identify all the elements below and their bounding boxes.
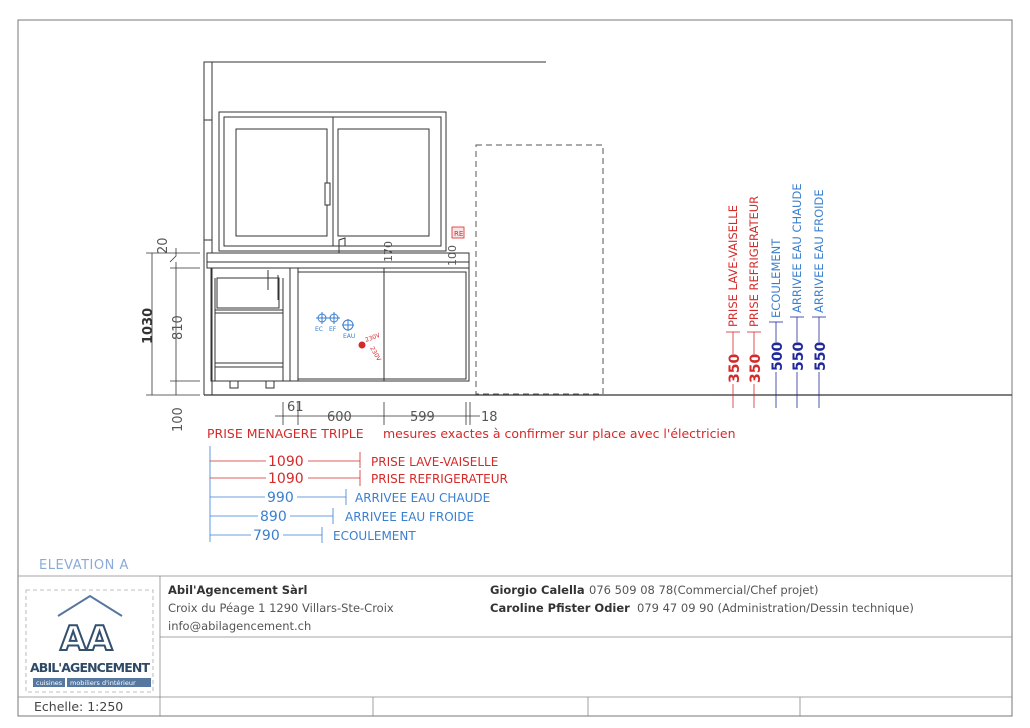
- hdim-0-value: 1090: [268, 454, 304, 470]
- vdim-0-label: PRISE LAVE-VAISELLE: [726, 205, 740, 327]
- hdim-1-label: PRISE REFRIGERATEUR: [371, 472, 508, 486]
- hdim-1-value: 1090: [268, 471, 304, 487]
- company-name: Abil'Agencement Sàrl: [168, 583, 308, 597]
- note-text: mesures exactes à confirmer sur place avec l'électricien: [383, 426, 736, 441]
- hdim-3-value: 890: [260, 509, 287, 525]
- socket-230b-label: 230V: [368, 345, 383, 363]
- kitchen-units: [207, 238, 469, 388]
- dim-61: 61: [287, 400, 304, 415]
- dim-100-right: 100: [446, 245, 459, 266]
- vdim-1-value: 350: [748, 353, 764, 383]
- hdim-2-label: ARRIVEE EAU CHAUDE: [355, 491, 491, 505]
- ec-label: EC: [315, 326, 323, 333]
- contact2-info: 079 47 09 90 (Administration/Dessin technique): [637, 601, 914, 615]
- dim-20: 20: [156, 237, 171, 254]
- elevation-label: ELEVATION A: [39, 558, 129, 573]
- dim-810: 810: [171, 315, 186, 340]
- scale-label: Echelle: 1:250: [34, 699, 124, 714]
- logo-name: ABIL'AGENCEMENT: [30, 660, 150, 675]
- hdim-0-label: PRISE LAVE-VAISELLE: [371, 455, 499, 469]
- vdim-4-value: 550: [813, 341, 829, 371]
- fridge-socket-tag: RE: [454, 230, 464, 238]
- vdim-1-label: PRISE REFRIGERATEUR: [747, 195, 761, 327]
- hdim-3-label: ARRIVEE EAU FROIDE: [345, 510, 475, 524]
- hdim-4-value: 790: [253, 528, 280, 544]
- dim-100-left: 100: [171, 407, 186, 432]
- title-block-grid: [18, 576, 1012, 716]
- vdim-0-value: 350: [727, 353, 743, 383]
- wall-window: [204, 62, 1012, 395]
- width-dimensions: [275, 402, 480, 425]
- contact1-name: Giorgio Calella: [490, 583, 585, 597]
- contact2-name: Caroline Pfister Odier: [490, 601, 630, 615]
- note-title: PRISE MENAGERE TRIPLE: [207, 426, 364, 441]
- vdim-4-label: ARRIVEE EAU FROIDE: [812, 189, 826, 313]
- fridge-outline: [476, 145, 603, 394]
- contact1-info: 076 509 08 78(Commercial/Chef projet): [589, 583, 819, 597]
- dim-600: 600: [327, 410, 352, 425]
- company-email: info@abilagencement.ch: [168, 619, 312, 633]
- company-logo: [30, 596, 151, 687]
- dim-599: 599: [410, 410, 435, 425]
- dim-170: 170: [382, 241, 395, 262]
- vdim-3-label: ARRIVEE EAU CHAUDE: [790, 183, 804, 313]
- dim-1030: 1030: [141, 307, 156, 344]
- hdim-2-value: 990: [267, 490, 294, 506]
- eau-label: EAU: [343, 333, 356, 340]
- logo-tag2: mobiliers d'intérieur: [70, 679, 136, 687]
- logo-mark: AA: [60, 619, 113, 659]
- socket-icon: [359, 342, 366, 349]
- vdim-2-label: ECOULEMENT: [769, 238, 783, 318]
- dim-18: 18: [481, 410, 498, 425]
- vdim-3-value: 550: [791, 341, 807, 371]
- hdim-4-label: ECOULEMENT: [333, 529, 416, 543]
- logo-tag1: cuisines: [36, 679, 63, 687]
- vdim-2-value: 500: [770, 341, 786, 371]
- ef-label: EF: [329, 326, 337, 333]
- company-address: Croix du Péage 1 1290 Villars-Ste-Croix: [168, 601, 394, 615]
- socket-230-label: 230V: [364, 331, 382, 344]
